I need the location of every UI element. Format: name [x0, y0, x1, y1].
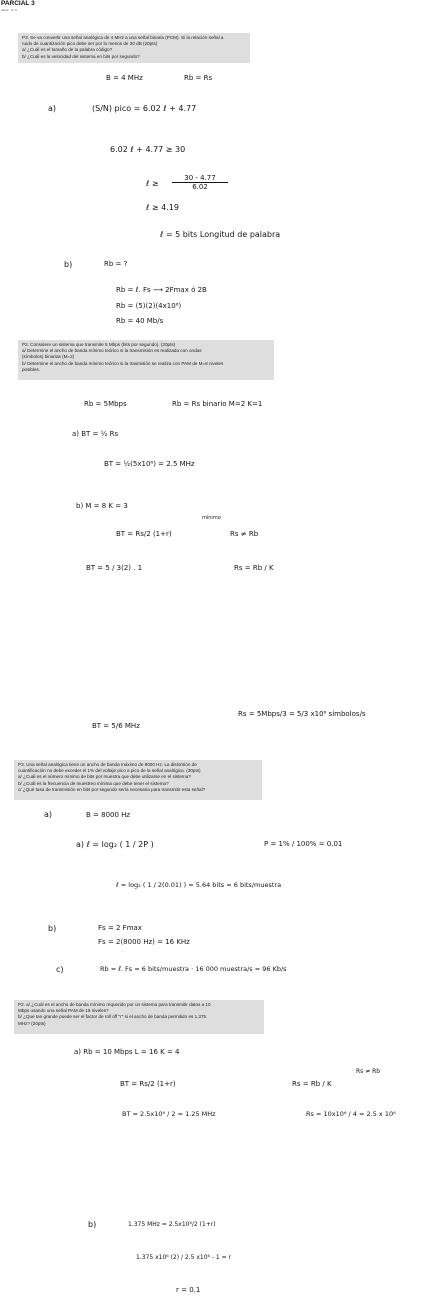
p3-part-a-outer: a) [44, 810, 53, 819]
rolloff-result: r = 0.1 [176, 1286, 201, 1294]
rs-result: Rs = 10x10⁶ / 4 = 2.5 x 10⁶ [306, 1110, 396, 1118]
problem-1-prompt [18, 33, 250, 63]
bt-formula-a: a) BT = ½ Rs [72, 430, 119, 438]
prompt-line: c/ ¿Qué tasa de transmisión en bits por segundo sería necesaria para transmitir esta señal? [18, 786, 206, 792]
prompt-line: P3. Una señal analógica tiene un ancho de banda máximo de 8000 Hz. La distorsión de [18, 762, 197, 767]
bt-result-b: BT = 5/6 MHz [92, 722, 140, 730]
rb-result: Rb = 40 Mb/s [116, 317, 164, 325]
bits-formula: a) ℓ = log₂ ( 1 / 2P ) [76, 840, 154, 849]
rb-rate-result: Rb = ℓ. Fs = 6 bits/muestra · 16 000 muestra/s = 96 Kb/s [100, 965, 287, 973]
p-value: P = 1% / 100% = 0.01 [264, 840, 343, 848]
rb-substitution: Rb = (5)(2)(4x10⁶) [116, 302, 182, 310]
prompt-line: P2. a/ ¿Cuál es el ancho de banda mínimo requerido por un sistema para transmitir datos a 10 [18, 1002, 211, 1007]
rb-binary: Rb = Rs binario M=2 K=1 [172, 400, 263, 408]
prompt-line: P3. Se va convertir una señal analógica de 4 MHz a una señal binaria (PCM). Si la relación señal a [22, 35, 224, 40]
bt-result: BT = 2.5x10⁶ / 2 = 1.25 MHz [122, 1110, 216, 1118]
bt-substitution: BT = 5 / 3(2) . 1 [86, 564, 143, 572]
ell-ge: ℓ ≥ [146, 179, 159, 188]
prompt-line: posibles. [22, 366, 41, 372]
prompt-line: cuantificación no debe exceder el 1% del voltaje pico a pico de la señal analógica. (30pts) [18, 768, 201, 774]
problem-2-prompt [18, 340, 274, 380]
prompt-line: a/ Determine el ancho de banda mínimo teórico si la transmisión es realizada con ondas [22, 348, 202, 354]
prompt-line: a/ ¿Cuál es el tamaño de la palabra código? [22, 47, 113, 53]
minimo-note: mínimo [202, 515, 221, 521]
rs-ne-rb: Rs ≠ Rb [230, 530, 259, 538]
rs-rb-k: Rs = Rb / K [234, 564, 274, 572]
fraction-denominator: 6.02 [192, 183, 208, 191]
rb-formula: Rb = ℓ. Fs ⟶ 2Fmax ó 2B [116, 286, 207, 294]
prompt-line: (símbolos) binarias (M=2) [22, 354, 75, 360]
bits-result: ℓ = log₂ ( 1 / 2(0.01) ) = 5.64 bits = 6 bits/muestra [116, 881, 282, 889]
given-values: a) Rb = 10 Mbps L = 16 K = 4 [74, 1048, 180, 1056]
fs-result: Fs = 2(8000 Hz) = 16 KHz [98, 938, 190, 946]
problem-4-prompt [14, 1000, 264, 1034]
p3-part-c-label: c) [56, 965, 64, 974]
page-header [0, 0, 439, 16]
snr-inequality: 6.02 ℓ + 4.77 ≥ 30 [110, 145, 186, 154]
prompt-line: a/ ¿Cuál es el número mínimo de bits por muestra que debe utilizarse en el sistema? [18, 774, 191, 780]
rb-question: Rb = ? [104, 260, 128, 268]
prompt-line: ruido de cuantización pico debe ser por lo menos de 30 dB (20pts) [22, 41, 158, 47]
rolloff-solve: 1.375 x10⁶ (2) / 2.5 x10⁶ - 1 = r [136, 1254, 232, 1261]
page-title: PARCIAL 3 [1, 0, 35, 7]
given-bandwidth: B = 4 MHz [106, 74, 143, 82]
prompt-line: P2. Considere un sistema que transmite 5 Mbps (bits por segundo). (20pts) [22, 342, 176, 347]
bt-result-a: BT = ½(5x10⁶) = 2.5 MHz [104, 460, 195, 468]
bt-formula-b: BT = Rs/2 (1+r) [116, 530, 172, 538]
prompt-line: MHz? (20pts) [18, 1020, 46, 1026]
rs-ne-rb-note: Rs ≠ Rb [356, 1068, 381, 1075]
rb-given: Rb = 5Mbps [84, 400, 127, 408]
prompt-line: b/ ¿Cuál es la frecuencia de muestreo mínima que debe tener el sistema? [18, 780, 169, 786]
prompt-line: b/ ¿Que tan grande puede ser el factor de roll off "r" si el ancho de banda permitido es 1.375 [18, 1014, 207, 1020]
ell-value: ℓ ≥ 4.19 [146, 203, 179, 212]
snr-formula: (S/N) pico = 6.02 ℓ + 4.77 [92, 104, 197, 113]
page-meta: tablet · 8 / 8 [1, 8, 17, 12]
rs-result: Rs = 5Mbps/3 = 5/3 x10⁶ símbolos/s [238, 710, 366, 718]
fs-formula: Fs = 2 Fmax [98, 924, 142, 932]
bandwidth-given: B = 8000 Hz [86, 811, 131, 819]
m8-k3: b) M = 8 K = 3 [76, 502, 128, 510]
prompt-line: b/ Determine el ancho de banda mínimo teórico si la trasmisión se realiza con PAM de M=8 niveles [22, 360, 224, 366]
fraction-numerator: 30 - 4.77 [172, 174, 228, 183]
rolloff-equation: 1.375 MHz = 2.5x10⁶/2 (1+r) [128, 1221, 216, 1228]
bt-formula: BT = Rs/2 (1+r) [120, 1080, 176, 1088]
rs-formula: Rs = Rb / K [292, 1080, 332, 1088]
p3-part-b-label: b) [48, 924, 57, 933]
ell-fraction [172, 174, 228, 191]
problem-3-prompt [14, 760, 262, 800]
ell-result: ℓ = 5 bits Longitud de palabra [160, 230, 281, 239]
prompt-line: b/ ¿Cuál es la velocidad del sistema en bits por segundo? [22, 53, 140, 59]
part-b-label: b) [64, 260, 73, 269]
p4-part-b-label: b) [88, 1220, 97, 1229]
prompt-line: Mbps usando una señal PAM de 16 niveles? [18, 1008, 109, 1014]
given-rate: Rb = Rs [184, 74, 213, 82]
part-a-label: a) [48, 104, 57, 113]
